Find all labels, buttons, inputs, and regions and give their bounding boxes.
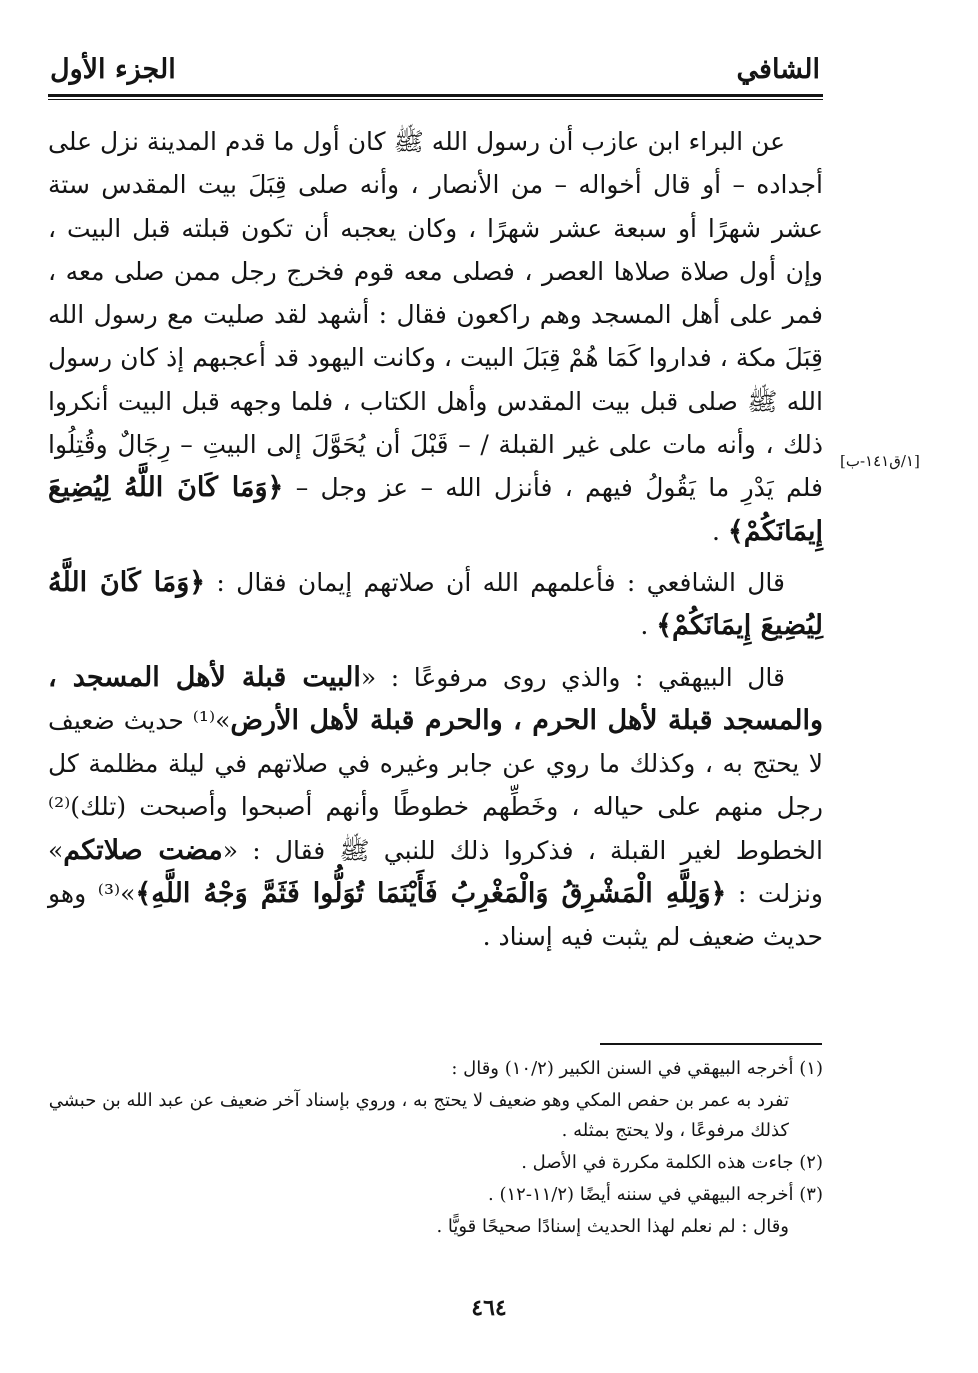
footnote-line: (١) أخرجه البيهقي في السنن الكبير (١٠/٢) وقال : <box>451 1058 823 1079</box>
header-book-title: الشافي <box>736 54 820 85</box>
text-segment: . <box>640 611 657 641</box>
text-segment: . <box>712 516 728 546</box>
header-rule-thin <box>48 99 823 100</box>
text-segment: »⁽³⁾ وهو حديث ضعيف لم يثبت فيه إسناد . <box>48 879 823 952</box>
page-number: ٤٦٤ <box>471 1295 507 1321</box>
bold-quote-segment: ﴿وَلِلَّهِ الْمَشْرِقُ وَالْمَغْرِبُ فَأَيْنَمَا تُوَلُّوا فَثَمَّ وَجْهُ اللَّهِ﴾ <box>135 878 727 910</box>
text-segment: قال الشافعي : فأعلمهم الله أن صلاتهم إيمان فقال : <box>205 567 785 597</box>
footnote-line: (٣) أخرجه البيهقي في سننه أيضًا (١١/٢-١٢) . <box>488 1184 823 1205</box>
bold-quote-segment: ﴿وَمَا كَانَ اللَّهُ لِيُضِيعَ إِيمَانَكُمْ﴾ <box>48 566 823 642</box>
main-text <box>48 120 823 967</box>
text-segment: » ونزلت : <box>48 835 824 909</box>
bold-quote-segment: البيت قبلة لأهل المسجد ، والمسجد قبلة لأهل الحرم ، والحرم قبلة لأهل الأرض <box>48 661 823 736</box>
paragraph <box>48 120 823 553</box>
footnote-rule <box>600 1043 822 1045</box>
header-rule <box>48 94 823 97</box>
paragraph <box>48 561 823 648</box>
footnote-line: (٢) جاءت هذه الكلمة مكررة في الأصل . <box>521 1152 823 1173</box>
bold-quote-segment: ﴿وَمَا كَانَ اللَّهُ لِيُضِيعَ إِيمَانَكُمْ﴾ <box>48 472 823 547</box>
footnote-line: وقال : لم نعلم لهذا الحديث إسنادًا صحيحًا قويًّا . <box>436 1216 789 1237</box>
margin-folio-note: [١/ق١٤١-ب] <box>840 452 920 470</box>
text-segment: قال البيهقي : والذي روى مرفوعًا : « <box>360 662 785 692</box>
bold-quote-segment: مضت صلاتكم <box>63 834 223 866</box>
footnote-line: تفرد به عمر بن حفص المكي وهو ضعيف لا يحتج به ، وروي بإسناد آخر ضعيف عن عبد الله بن حبشي كذلك مرفوعًا ، ولا يحتج بمثله . <box>48 1090 789 1141</box>
text-segment: »⁽¹⁾ حديث ضعيف لا يحتج به ، وكذلك ما روي عن جابر وغيره في صلاتهم في ليلة مظلمة كل رجل منهم على حياله ، وخَطِّهم خطوطًا وأنهم أصبحوا وأصبحت (تلك)⁽²⁾ الخطوط لغير القبلة ، فذكروا ذلك للنبي ﷺ فقال : « <box>48 705 823 865</box>
text-segment: عن البراء ابن عازب أن رسول الله ﷺ كان أول ما قدم المدينة نزل على أجداده – أو قال أخواله – من الأنصار ، وأنه صلى قِبَلَ بيت المقدس ستة عشر شهرًا أو سبعة عشر شهرًا ، وكان يعجبه أن تكون قبلته قبل البيت ، وإن أول صلاة صلاها العصر ، فصلى معه قوم فخرج رجل ممن صلى معه ، فمر على أهل المسجد وهم راكعون فقال : أشهد لقد صليت مع رسول الله قِبَلَ مكة ، فداروا كَمَا هُمْ قِبَلَ البيت ، وكانت اليهود قد أعجبهم إذ كان رسول الله ﷺ صلى قبل بيت المقدس وأهل الكتاب ، فلما وجهه قبل البيت أنكروا ذلك ، وأنه مات على غير القبلة / – قَبْلَ أن يُحَوَّلَ إلى البيتِ – رِجَالٌ وقُتِلُوا فلم يَدْرِ ما يَقُولُ فيهم ، فأنزل الله – عز وجل – <box>48 127 823 503</box>
paragraph <box>48 656 823 959</box>
header-part-label: الجزء الأول <box>50 54 176 85</box>
footnotes <box>48 1054 823 1244</box>
